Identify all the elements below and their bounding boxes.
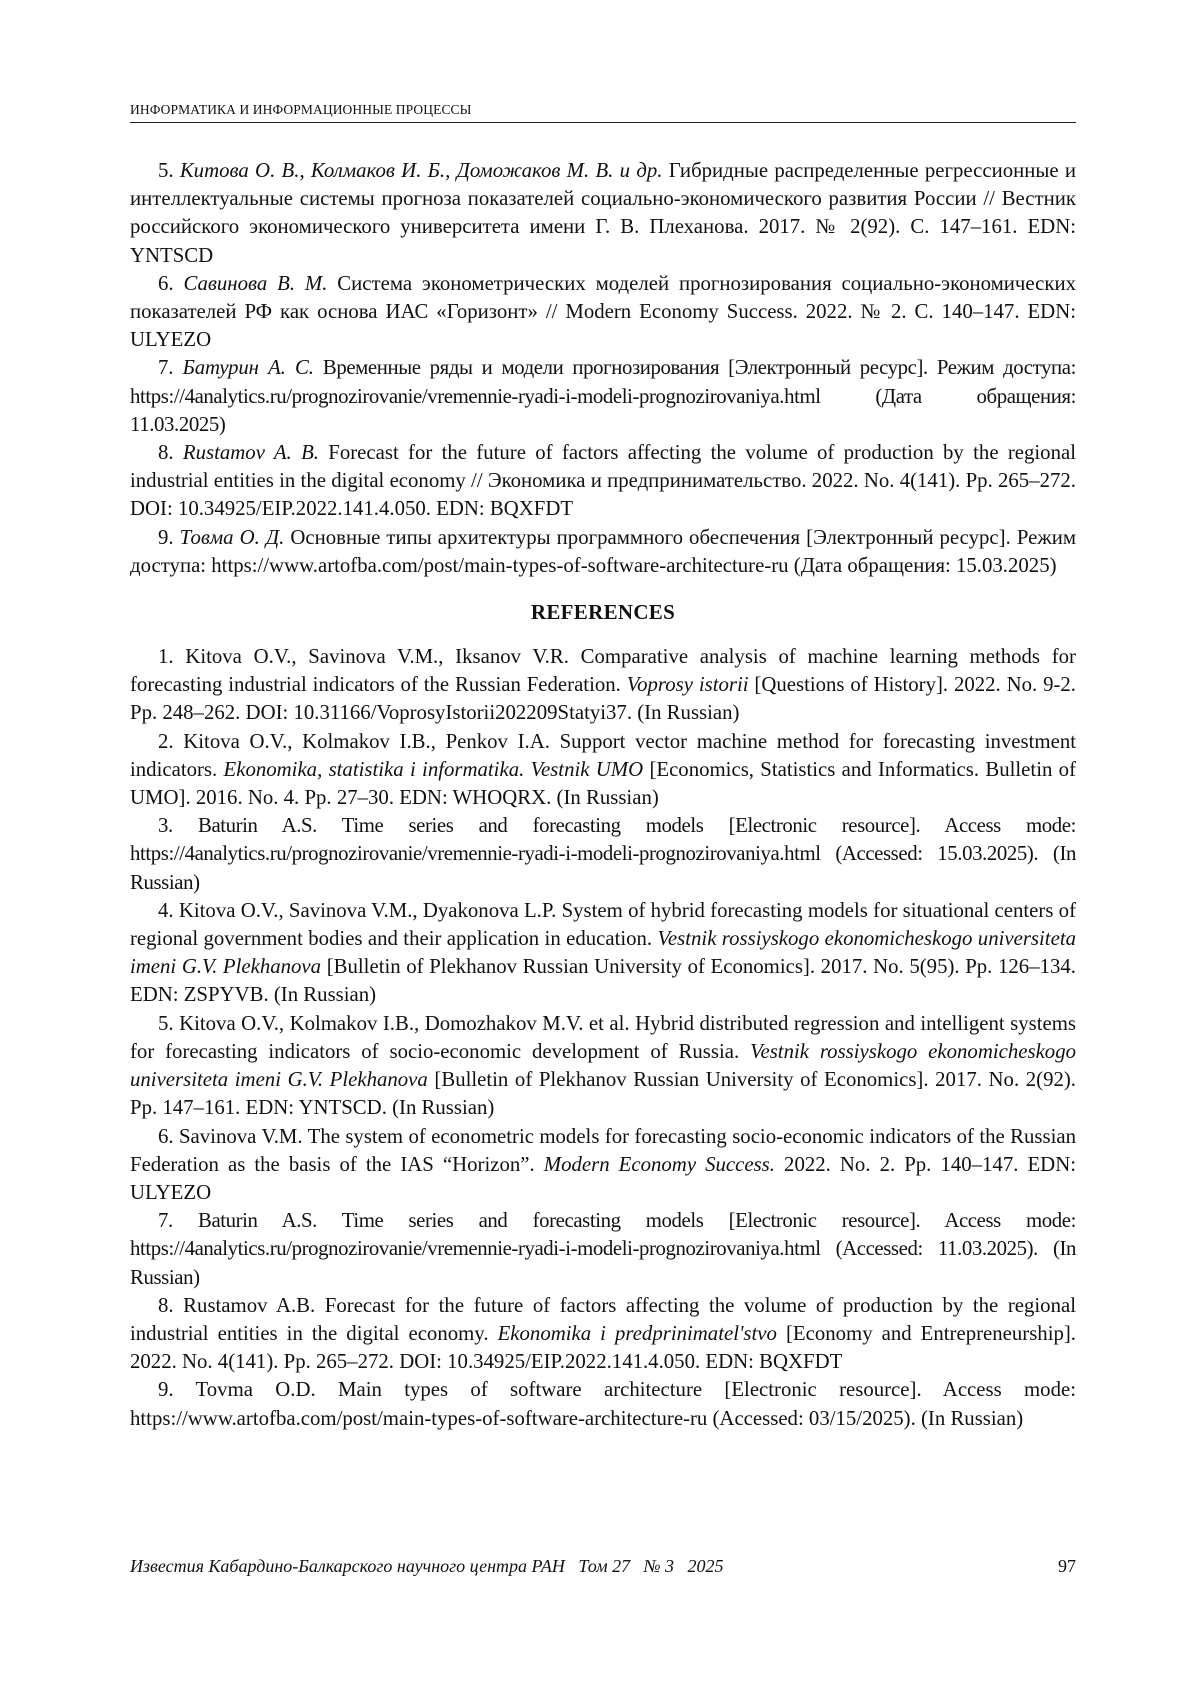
journal-page — [130, 0, 1076, 1697]
reference-item-ru: 7. Батурин А. С. Временные ряды и модели прогнозирования [Электронный ресурс]. Режим доступа: https://4analytics.ru/prognozirovanie/vremennie-ryadi-i-modeli-prognozirovaniya.html (Дата обращения: 11.03.2025) — [130, 354, 1076, 439]
reference-item-en: 2. Kitova O.V., Kolmakov I.B., Penkov I.A. Support vector machine method for forecasting investment indicators. Ekonomika, statistika i informatika. Vestnik UMO [Economics, Statistics and Informatics. Bulletin of UMO]. 2016. No. 4. Pp. 27–30. EDN: WHOQRX. (In Russian) — [130, 728, 1076, 813]
reference-authors: Товма О. Д. — [180, 526, 285, 549]
reference-item-en: 8. Rustamov A.B. Forecast for the future of factors affecting the volume of production by the regional industrial entities in the digital economy. Ekonomika i predprinimatel'stvo [Economy and Entrepreneurship]. 2022. No. 4(141). Pp. 265–272. DOI: 10.34925/EIP.2022.141.4.050. EDN: BQXFDT — [130, 1292, 1076, 1377]
reference-item-en: 4. Kitova O.V., Savinova V.M., Dyakonova L.P. System of hybrid forecasting models for situational centers of regional government bodies and their application in education. Vestnik rossiyskogo ekonomicheskogo universiteta imeni G.V. Plekhanova [Bulletin of Plekhanov Russian University of Economics]. 2017. No. 5(95). Pp. 126–134. EDN: ZSPYVB. (In Russian) — [130, 897, 1076, 1010]
reference-item-ru: 8. Rustamov A. B. Forecast for the future of factors affecting the volume of production by the regional industrial entities in the digital economy // Экономика и предпринимательство. 2022. No. 4(141). Pp. 265–272. DOI: 10.34925/EIP.2022.141.4.050. EDN: BQXFDT — [130, 439, 1076, 524]
journal-title: Voprosy istorii — [627, 673, 749, 696]
journal-title: Modern Economy Success. — [544, 1153, 775, 1176]
russian-reference-list — [130, 157, 1076, 580]
references-heading: REFERENCES — [130, 600, 1076, 625]
journal-citation: Известия Кабардино-Балкарского научного центра РАН Том 27 № 3 2025 — [130, 1556, 724, 1576]
reference-authors: Rustamov A. B. — [183, 441, 319, 464]
reference-lists — [130, 157, 1076, 1433]
reference-item-en: 7. Baturin A.S. Time series and forecasting models [Electronic resource]. Access mode: https://4analytics.ru/prognozirovanie/vremennie-ryadi-i-modeli-prognozirovaniya.html (Accessed: 11.03.2025). (In Russian) — [130, 1207, 1076, 1292]
page-number: 97 — [1058, 1556, 1076, 1577]
journal-title: Ekonomika, statistika i informatika. Vestnik UMO — [224, 758, 644, 781]
reference-item-en: 5. Kitova O.V., Kolmakov I.B., Domozhakov M.V. et al. Hybrid distributed regression and intelligent systems for forecasting indicators of socio-economic development of Russia. Vestnik rossiyskogo ekonomicheskogo universiteta imeni G.V. Plekhanova [Bulletin of Plekhanov Russian University of Economics]. 2017. No. 2(92). Pp. 147–161. EDN: YNTSCD. (In Russian) — [130, 1010, 1076, 1123]
reference-authors: Китова О. В., Колмаков И. Б., Доможаков М. В. и др. — [180, 159, 663, 182]
reference-authors: Савинова В. М. — [183, 272, 327, 295]
reference-item-ru: 6. Савинова В. М. Система эконометрических моделей прогнозирования социально-экономических показателей РФ как основа ИАС «Горизонт» // Modern Economy Success. 2022. № 2. С. 140–147. EDN: ULYEZO — [130, 270, 1076, 355]
running-header: ИНФОРМАТИКА И ИНФОРМАЦИОННЫЕ ПРОЦЕССЫ — [130, 102, 1076, 123]
reference-item-en: 1. Kitova O.V., Savinova V.M., Iksanov V.R. Comparative analysis of machine learning methods for forecasting industrial indicators of the Russian Federation. Voprosy istorii [Questions of History]. 2022. No. 9-2. Pp. 248–262. DOI: 10.31166/VoprosyIstorii202209Statyi37. (In Russian) — [130, 643, 1076, 728]
english-reference-list — [130, 643, 1076, 1433]
reference-item-ru: 9. Товма О. Д. Основные типы архитектуры программного обеспечения [Электронный ресурс]. Режим доступа: https://www.artofba.com/post/main-types-of-software-architecture-ru (Дата обращения: 15.03.2025) — [130, 524, 1076, 580]
reference-item-en: 9. Tovma O.D. Main types of software architecture [Electronic resource]. Access mode: https://www.artofba.com/post/main-types-of-software-architecture-ru (Accessed: 03/15/2025). (In Russian) — [130, 1376, 1076, 1432]
journal-title: Ekonomika i predprinimatel'stvo — [498, 1322, 777, 1345]
reference-item-en: 3. Baturin A.S. Time series and forecasting models [Electronic resource]. Access mode: https://4analytics.ru/prognozirovanie/vremennie-ryadi-i-modeli-prognozirovaniya.html (Accessed: 15.03.2025). (In Russian) — [130, 812, 1076, 897]
reference-item-en: 6. Savinova V.M. The system of econometric models for forecasting socio-economic indicators of the Russian Federation as the basis of the IAS “Horizon”. Modern Economy Success. 2022. No. 2. Pp. 140–147. EDN: ULYEZO — [130, 1123, 1076, 1208]
journal-title: Vestnik rossiyskogo ekonomicheskogo universiteta imeni G.V. Plekhanova — [130, 927, 1076, 978]
running-footer — [130, 1556, 1076, 1577]
journal-title: Vestnik rossiyskogo ekonomicheskogo universiteta imeni G.V. Plekhanova — [130, 1040, 1076, 1091]
reference-item-ru: 5. Китова О. В., Колмаков И. Б., Доможаков М. В. и др. Гибридные распределенные регрессионные и интеллектуальные системы прогноза показателей социально-экономического развития России // Вестник российского экономического университета имени Г. В. Плеханова. 2017. № 2(92). С. 147–161. EDN: YNTSCD — [130, 157, 1076, 270]
reference-authors: Батурин А. С. — [183, 356, 314, 379]
